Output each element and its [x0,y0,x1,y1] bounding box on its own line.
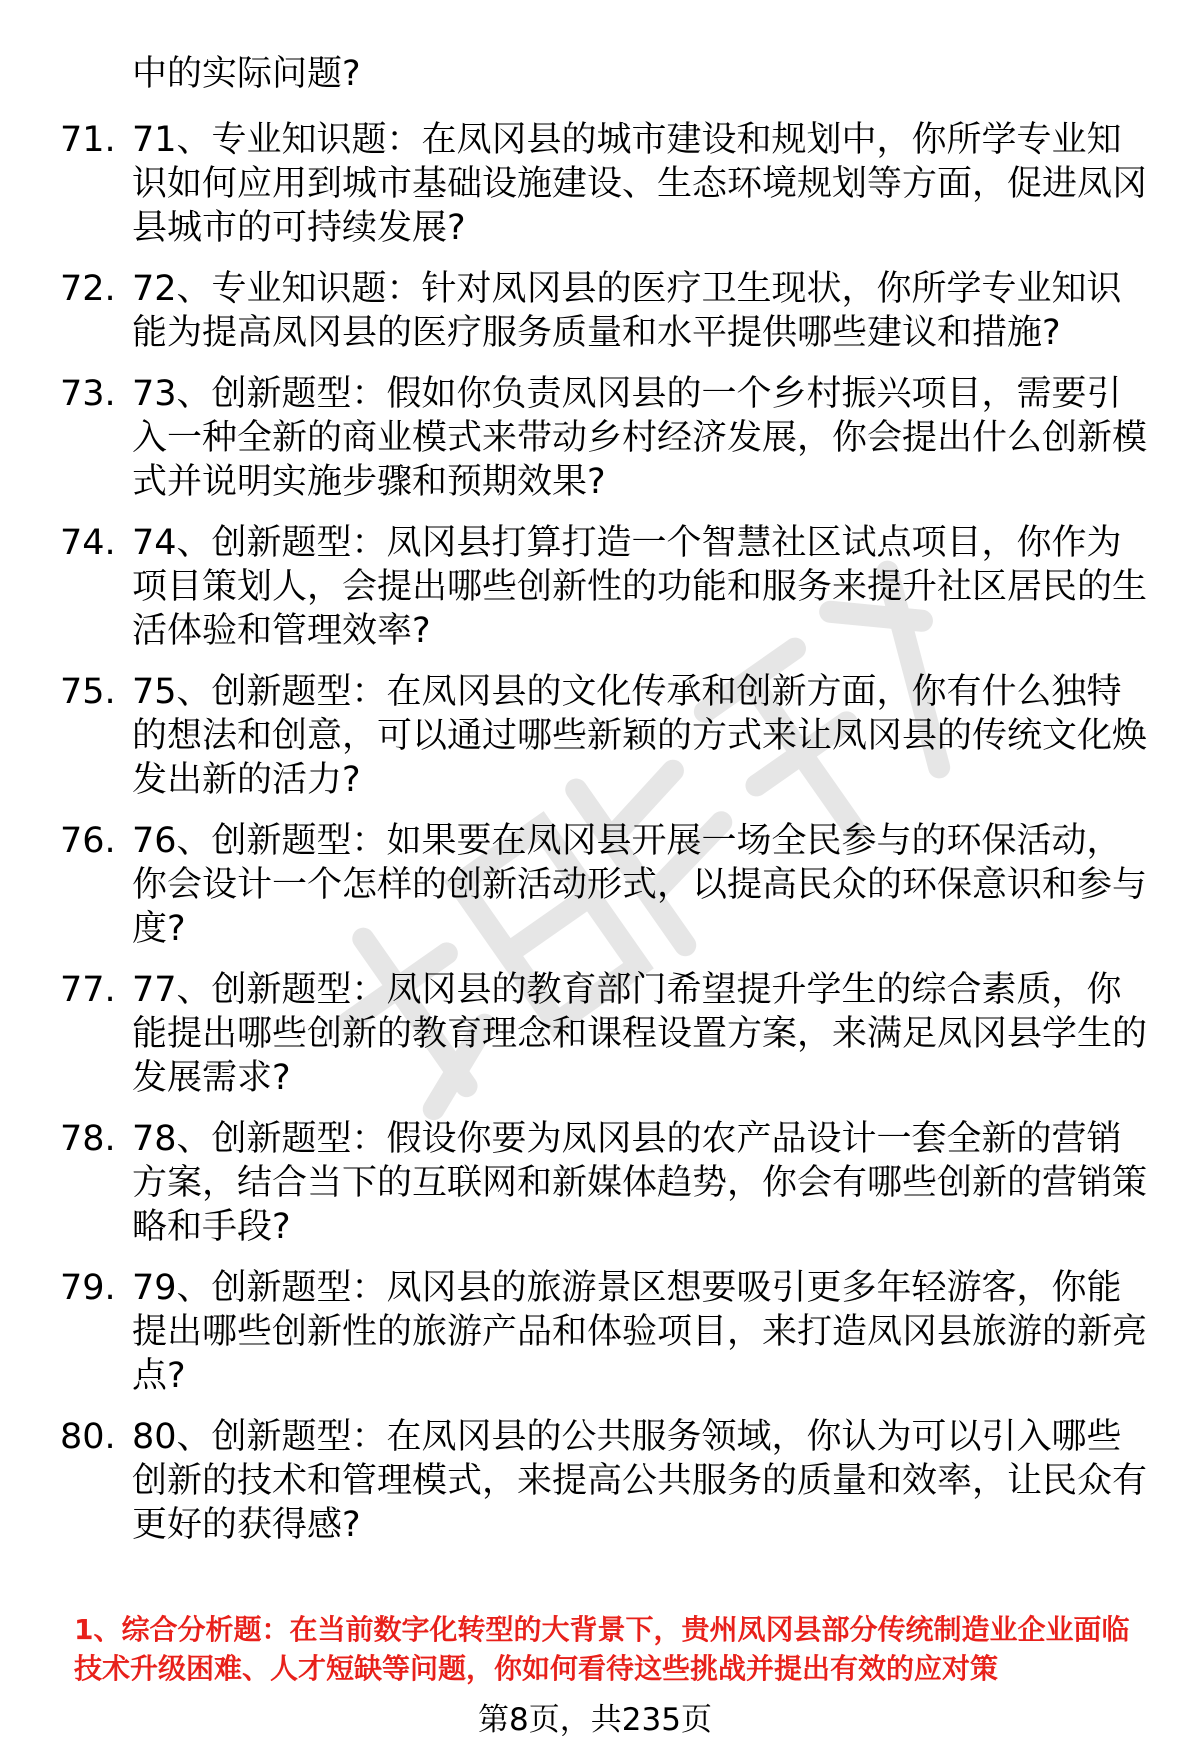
question-number: 74. [60,523,116,563]
question-number: 73. [60,374,116,414]
question-list [0,118,1190,1564]
question-number: 79. [60,1268,116,1308]
question-text: 73、创新题型：假如你负责凤冈县的一个乡村振兴项目，需要引入一种全新的商业模式来带动乡村经济发展，你会提出什么创新模式并说明实施步骤和预期效果? [132,374,1148,502]
list-item [0,819,1190,951]
question-number: 75. [60,672,116,712]
question-text: 80、创新题型：在凤冈县的公共服务领域，你认为可以引入哪些创新的技术和管理模式，来提高公共服务的质量和效率，让民众有更好的获得感? [132,1417,1148,1545]
continuation-text: 中的实际问题? [132,54,361,94]
question-number: 71. [60,120,116,160]
question-number: 77. [60,970,116,1010]
list-item [0,372,1190,504]
question-text: 74、创新题型：凤冈县打算打造一个智慧社区试点项目，你作为项目策划人，会提出哪些创新性的功能和服务来提升社区居民的生活体验和管理效率? [132,523,1148,651]
question-text: 72、专业知识题：针对凤冈县的医疗卫生现状，你所学专业知识能为提高凤冈县的医疗服务质量和水平提供哪些建议和措施? [132,269,1122,353]
list-item [0,1117,1190,1249]
list-item [0,968,1190,1100]
question-text: 76、创新题型：如果要在凤冈县开展一场全民参与的环保活动，你会设计一个怎样的创新活动形式，以提高民众的环保意识和参与度? [132,821,1148,949]
question-text: 77、创新题型：凤冈县的教育部门希望提升学生的综合素质，你能提出哪些创新的教育理念和课程设置方案，来满足凤冈县学生的发展需求? [132,970,1148,1098]
list-item [0,1266,1190,1398]
list-item [0,521,1190,653]
question-text: 79、创新题型：凤冈县的旅游景区想要吸引更多年轻游客，你能提出哪些创新性的旅游产品和体验项目，来打造凤冈县旅游的新亮点? [132,1268,1148,1396]
list-item [0,267,1190,355]
page-number-footer: 第8页，共235页 [478,1702,712,1738]
question-number: 80. [60,1417,116,1457]
question-number: 78. [60,1119,116,1159]
list-item [0,1415,1190,1547]
list-item [0,670,1190,802]
list-item [0,118,1190,250]
analysis-question-heading: 1、综合分析题：在当前数字化转型的大背景下，贵州凤冈县部分传统制造业企业面临技术升级困难、人才短缺等问题，你如何看待这些挑战并提出有效的应对策 [74,1613,1130,1685]
question-text: 71、专业知识题：在凤冈县的城市建设和规划中，你所学专业知识如何应用到城市基础设施建设、生态环境规划等方面，促进凤冈县城市的可持续发展? [132,120,1148,248]
question-text: 75、创新题型：在凤冈县的文化传承和创新方面，你有什么独特的想法和创意，可以通过哪些新颖的方式来让凤冈县的传统文化焕发出新的活力? [132,672,1148,800]
question-number: 72. [60,269,116,309]
question-number: 76. [60,821,116,861]
question-text: 78、创新题型：假设你要为凤冈县的农产品设计一套全新的营销方案，结合当下的互联网和新媒体趋势，你会有哪些创新的营销策略和手段? [132,1119,1148,1247]
